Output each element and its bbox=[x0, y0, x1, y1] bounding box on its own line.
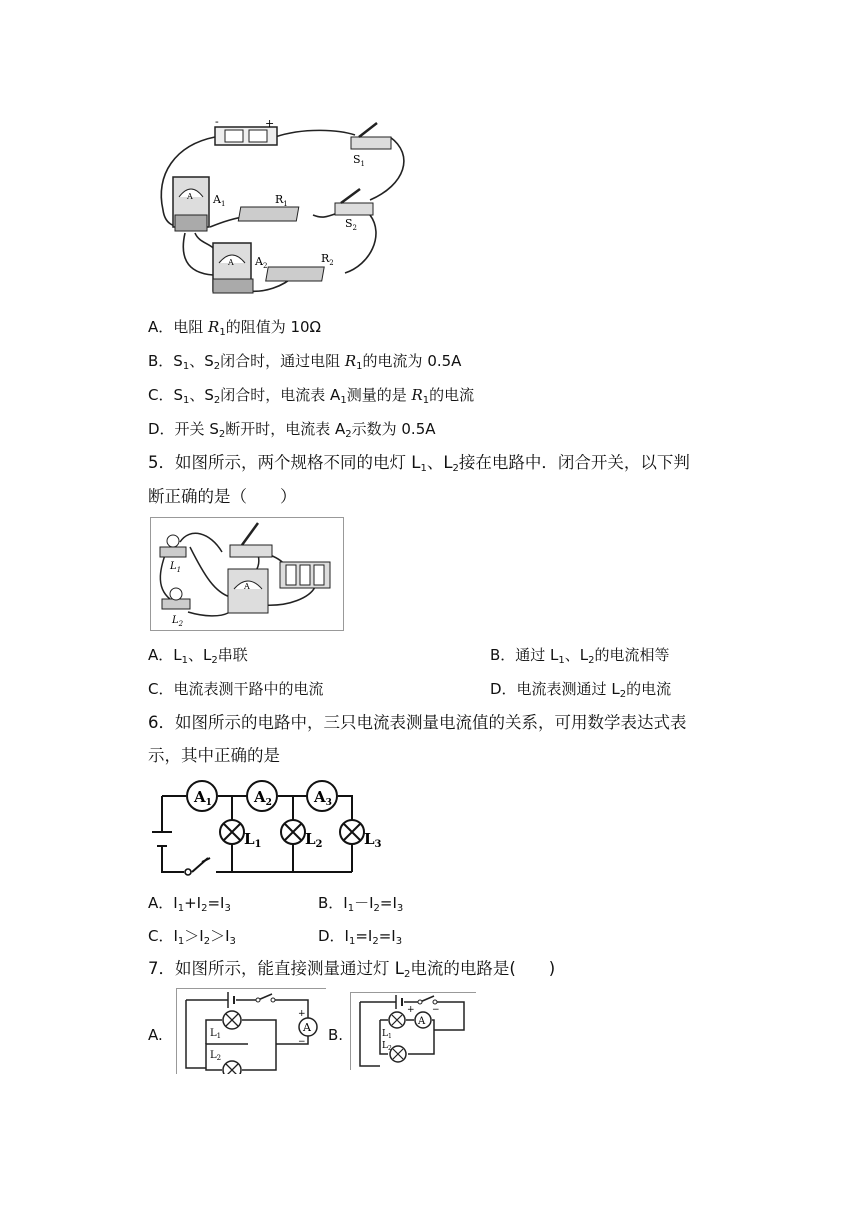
q4-b-mid: 、S bbox=[189, 352, 214, 370]
svg-text:L2 bbox=[210, 1050, 221, 1062]
q4-c-mid: 、S bbox=[189, 386, 214, 404]
q7b-l2-sub: 2 bbox=[387, 1045, 392, 1052]
q4-a-var: R bbox=[208, 318, 220, 336]
q4-b-text: B．S bbox=[148, 352, 183, 370]
q5-option-c[interactable]: C．电流表测干路中的电流 bbox=[148, 680, 324, 698]
q4-c-var: R bbox=[411, 386, 423, 404]
q4-a2-sub: 2 bbox=[262, 262, 268, 270]
q5-circuit-figure bbox=[150, 517, 344, 631]
q5-l1-sub: 1 bbox=[176, 566, 182, 574]
q5-meter-face: A bbox=[244, 582, 250, 591]
svg-text:L3 bbox=[364, 830, 382, 850]
q7a-l1: L bbox=[210, 1028, 217, 1039]
q4-r1-label: R bbox=[275, 193, 284, 206]
q4-r2-label: R bbox=[321, 252, 330, 265]
q4-d-sub1: 2 bbox=[218, 429, 226, 440]
q4-option-b[interactable] bbox=[148, 350, 461, 378]
q4-b-sub3: 1 bbox=[356, 361, 363, 372]
q5-stem-line2: 断正确的是（ ） bbox=[148, 487, 297, 506]
q7a-l2: L bbox=[210, 1050, 217, 1061]
q4-c-mid2: 闭合时，电流表 A bbox=[220, 386, 341, 404]
q4-a2-face: A bbox=[228, 258, 234, 267]
q6-a1-sub: 1 bbox=[205, 798, 212, 808]
q7-stem: 7．如图所示，能直接测量通过灯 $L_2$电流的电路是( ) bbox=[148, 959, 556, 980]
svg-text:R2 bbox=[321, 252, 334, 267]
q5-option-a[interactable]: A．$L_1$、$L_2$串联 bbox=[148, 646, 248, 666]
q4-a1-face: A bbox=[187, 192, 193, 201]
svg-text:L1 bbox=[210, 1028, 221, 1040]
svg-text:A1 bbox=[212, 193, 225, 208]
svg-text:L2 bbox=[305, 830, 323, 850]
q4-b-var: R bbox=[344, 352, 357, 370]
q7a-plus: + bbox=[298, 1009, 306, 1019]
q6-l2-label: L bbox=[305, 830, 316, 848]
q7b-plus: + bbox=[407, 1005, 415, 1015]
q4-s1-sub: 1 bbox=[360, 160, 366, 168]
q4-d-sub2: 2 bbox=[345, 429, 352, 440]
q7-option-b-label[interactable]: B. bbox=[328, 1026, 344, 1044]
q4-a-text: A．电阻 bbox=[148, 318, 209, 336]
q6-stem-line1: 6．如图所示的电路中，三只电流表测量电流值的关系，可用数学表达式表 bbox=[148, 713, 687, 732]
q4-c-text: C．S bbox=[148, 386, 183, 404]
q4-battery-minus: - bbox=[215, 115, 219, 128]
q7-figure-b[interactable] bbox=[350, 992, 476, 1070]
q6-l1-label: L bbox=[244, 830, 255, 848]
q4-battery-plus: + bbox=[265, 117, 275, 130]
svg-text:L2 bbox=[382, 1041, 392, 1052]
q4-c-sub1: 1 bbox=[183, 395, 190, 406]
q7b-minus: − bbox=[432, 1005, 440, 1015]
q7b-meter: A bbox=[418, 1016, 426, 1027]
q4-c-mid3: 测量的是 bbox=[346, 386, 412, 404]
q6-a3-label: A bbox=[314, 788, 326, 806]
q4-r1-sub: 1 bbox=[283, 200, 288, 208]
q6-option-d[interactable]: D．$I_1=I_2=I_3$ bbox=[318, 927, 403, 947]
q4-a1-label: A bbox=[213, 193, 221, 206]
q5-stem-line1: 5．如图所示，两个规格不同的电灯 $L_1$、$L_2$接在电路中．闭合开关，以下判 bbox=[148, 453, 690, 474]
q7b-l1-sub: 1 bbox=[387, 1033, 392, 1040]
q4-r2-sub: 2 bbox=[329, 259, 334, 267]
q6-l2-sub: 2 bbox=[315, 839, 323, 850]
q7a-minus: − bbox=[298, 1037, 306, 1047]
q4-a-sub: 1 bbox=[219, 327, 226, 338]
q6-a2-sub: 2 bbox=[265, 798, 272, 808]
q7b-l2: L bbox=[382, 1041, 388, 1051]
q4-option-d[interactable] bbox=[148, 418, 436, 446]
q7-figure-a[interactable] bbox=[176, 988, 326, 1074]
q4-s2-sub: 2 bbox=[352, 224, 358, 232]
svg-text:A2 bbox=[254, 255, 267, 270]
q4-circuit-figure bbox=[155, 115, 405, 300]
q6-stem-line2: 示，其中正确的是 bbox=[148, 746, 280, 765]
q6-option-b[interactable]: B．$I_1-I_2=I_3$ bbox=[318, 894, 404, 914]
svg-text:R1 bbox=[275, 193, 288, 208]
q4-c-sub2: 2 bbox=[213, 395, 221, 406]
q6-a1-label: A bbox=[194, 788, 206, 806]
svg-text:L1 bbox=[382, 1029, 392, 1040]
q7a-l1-sub: 1 bbox=[216, 1032, 222, 1040]
q6-circuit-figure bbox=[150, 780, 390, 880]
q4-b-post: 的电流为 0.5A bbox=[362, 352, 462, 370]
q6-option-c[interactable]: C．$I_1>I_2>I_3$ bbox=[148, 927, 236, 947]
q4-a2-label: A bbox=[255, 255, 263, 268]
q4-b-sub1: 1 bbox=[182, 361, 190, 372]
q4-c-sub3: 1 bbox=[422, 395, 430, 406]
q4-d-post: 示数为 0.5A bbox=[351, 420, 436, 438]
q4-d-mid: 断开时，电流表 A bbox=[225, 420, 346, 438]
q5-option-d[interactable]: D．电流表测通过 $L_2$的电流 bbox=[490, 680, 672, 700]
q6-l3-sub: 3 bbox=[374, 839, 382, 850]
q4-s2-label: S bbox=[345, 217, 353, 230]
svg-text:S1 bbox=[353, 153, 365, 168]
q7-option-a-label[interactable]: A. bbox=[148, 1026, 163, 1044]
q7a-l2-sub: 2 bbox=[216, 1054, 222, 1062]
q4-c-post: 的电流 bbox=[429, 386, 475, 404]
q6-a2-label: A bbox=[254, 788, 266, 806]
q6-a3-sub: 3 bbox=[325, 798, 332, 808]
q6-l3-label: L bbox=[364, 830, 375, 848]
q4-a1-sub: 1 bbox=[220, 200, 226, 208]
q4-b-sub2: 2 bbox=[213, 361, 221, 372]
q4-b-mid2: 闭合时，通过电阻 bbox=[220, 352, 345, 370]
q7a-meter: A bbox=[303, 1021, 311, 1034]
q5-l1-label: L bbox=[170, 561, 177, 572]
q4-a-post: 的阻值为 10Ω bbox=[225, 318, 322, 336]
q4-option-a[interactable] bbox=[148, 316, 321, 344]
q4-s1-label: S bbox=[353, 153, 361, 166]
q5-l2-sub: 2 bbox=[178, 620, 184, 628]
q4-option-c[interactable] bbox=[148, 384, 474, 412]
q5-l2-label: L bbox=[172, 615, 179, 626]
q6-l1-sub: 1 bbox=[254, 839, 262, 850]
svg-text:L1 bbox=[244, 830, 262, 850]
q5-option-b[interactable]: B．通过 $L_1$、$L_2$的电流相等 bbox=[490, 646, 670, 666]
q7b-l1: L bbox=[382, 1029, 388, 1039]
q4-c-asub: 1 bbox=[340, 395, 347, 406]
q4-d-text: D．开关 S bbox=[148, 420, 219, 438]
q6-option-a[interactable]: A．$I_1+I_2=I_3$ bbox=[148, 894, 231, 914]
svg-text:S2 bbox=[345, 217, 357, 232]
